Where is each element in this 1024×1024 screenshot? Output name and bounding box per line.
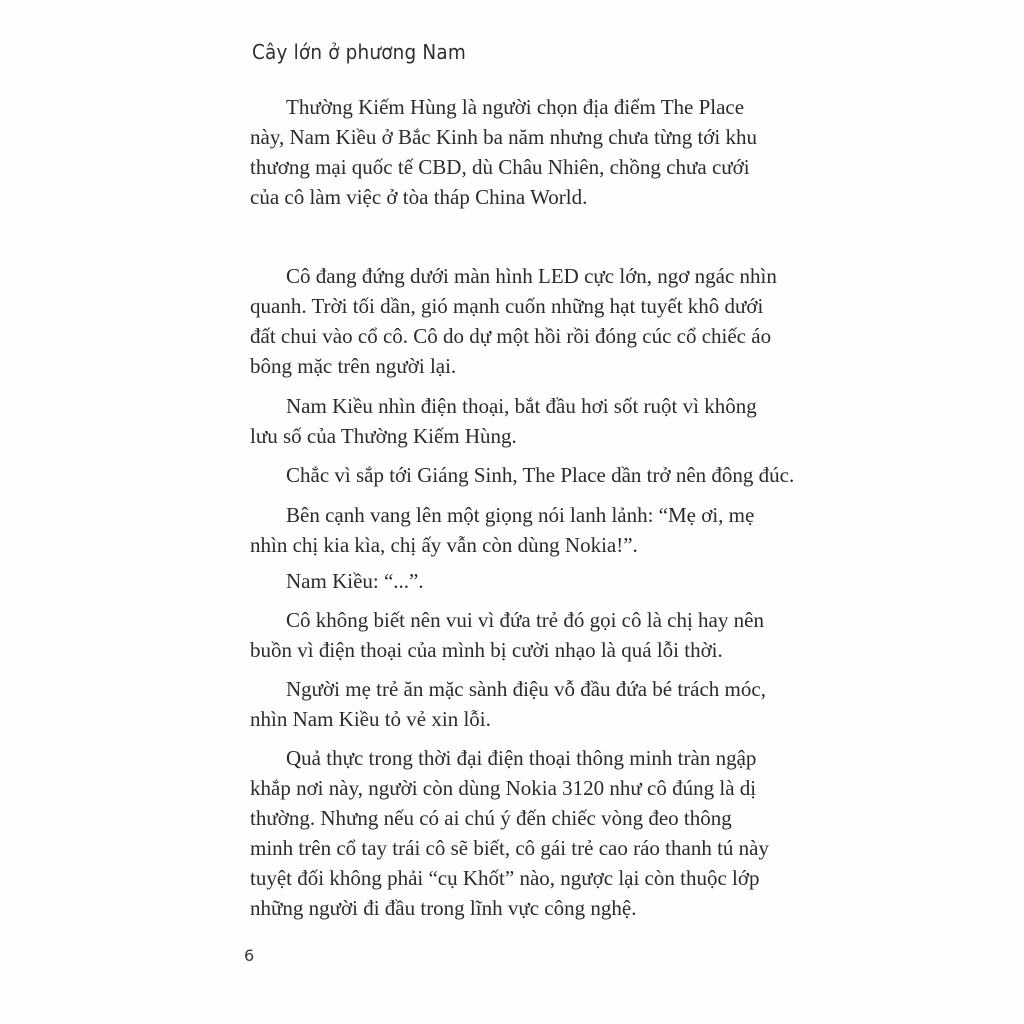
page-number: 6 — [244, 946, 255, 965]
text-block-9 — [250, 743, 820, 923]
paragraph: Quả thực trong thời đại điện thoại thông minh tràn ngập khắp nơi này, người còn dùng Nokia 3120 như cô đúng là dị thường. Nhưng nếu có ai chú ý đến chiếc vòng đeo thông minh trên cổ tay trái cô sẽ biết, cô gái trẻ cao ráo thanh tú này tuyệt đối không phải “cụ Khốt” nào, ngược lại còn thuộc lớp những người đi đầu trong lĩnh vực công nghệ. — [250, 746, 769, 920]
text-block-4 — [250, 460, 820, 490]
paragraph: Chắc vì sắp tới Giáng Sinh, The Place dần trở nên đông đúc. — [286, 463, 795, 487]
paragraph: Nam Kiều: “...”. — [286, 569, 424, 593]
text-block-3 — [250, 391, 820, 451]
paragraph: Cô đang đứng dưới màn hình LED cực lớn, ngơ ngác nhìn quanh. Trời tối dần, gió mạnh cuốn những hạt tuyết khô dưới đất chui vào cổ cô. Cô do dự một hồi rồi đóng cúc cổ chiếc áo bông mặc trên người lại. — [250, 264, 777, 378]
paragraph: Thường Kiếm Hùng là người chọn địa điểm The Place này, Nam Kiều ở Bắc Kinh ba năm nhưng chưa từng tới khu thương mại quốc tế CBD, dù Châu Nhiên, chồng chưa cưới của cô làm việc ở tòa tháp China World. — [250, 95, 757, 209]
paragraph: Cô không biết nên vui vì đứa trẻ đó gọi cô là chị hay nên buồn vì điện thoại của mình bị cười nhạo là quá lỗi thời. — [250, 608, 764, 662]
text-block-5 — [250, 500, 820, 560]
text-block-8 — [250, 674, 820, 734]
paragraph: Bên cạnh vang lên một giọng nói lanh lảnh: “Mẹ ơi, mẹ nhìn chị kia kìa, chị ấy vẫn còn dùng Nokia!”. — [250, 503, 755, 557]
text-block-2 — [250, 261, 820, 381]
paragraph: Nam Kiều nhìn điện thoại, bắt đầu hơi sốt ruột vì không lưu số của Thường Kiếm Hùng. — [250, 394, 757, 448]
paragraph: Người mẹ trẻ ăn mặc sành điệu vỗ đầu đứa bé trách móc, nhìn Nam Kiều tỏ vẻ xin lỗi. — [250, 677, 766, 731]
text-block-6 — [250, 566, 820, 596]
text-block-1 — [250, 92, 820, 212]
text-block-7 — [250, 605, 820, 665]
running-header: Cây lớn ở phương Nam — [252, 40, 466, 64]
